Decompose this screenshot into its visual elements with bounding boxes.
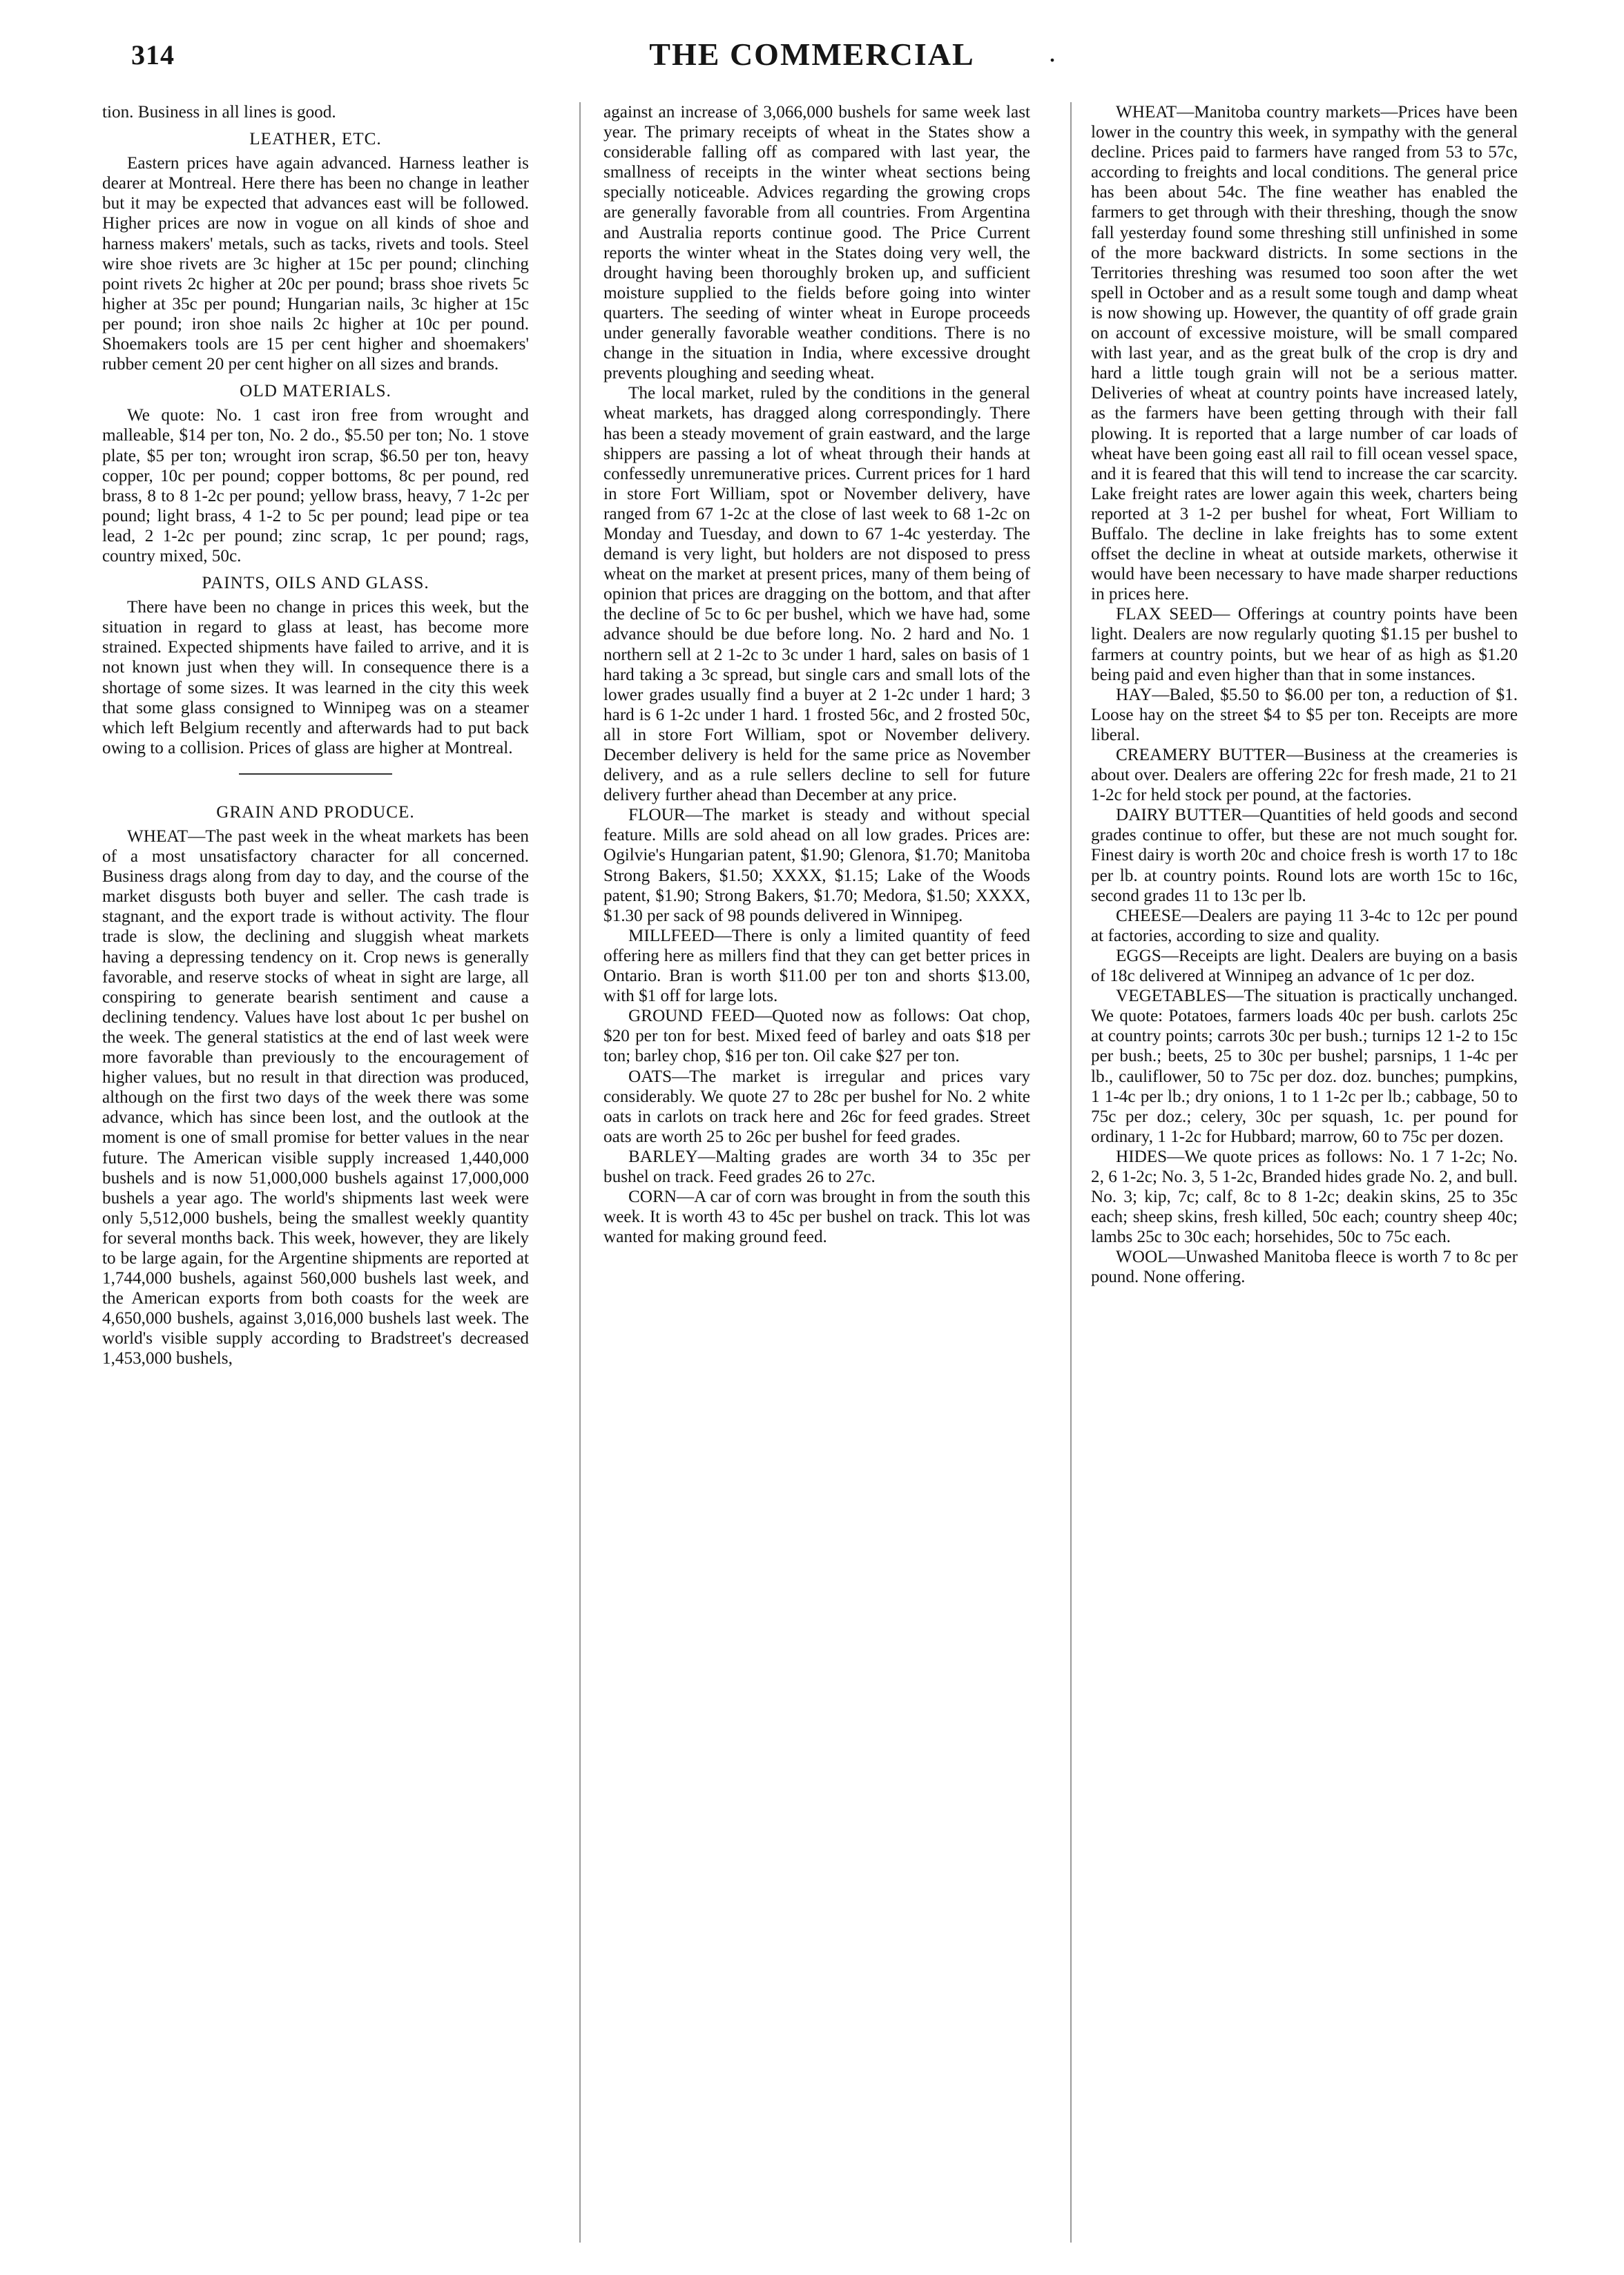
paragraph: FLAX SEED— Offerings at country points have been light. Dealers are now regularly quoting $1.15 per bushel to farmers at country points, but we hear of as high as $1.20 being paid and even higher than that in some instances. — [1091, 605, 1518, 684]
paragraph: GROUND FEED—Quoted now as follows: Oat chop, $20 per ton for best. Mixed feed of barley and oats $18 per ton; barley chop, $16 per ton. Oil cake $27 per ton. — [603, 1007, 1030, 1066]
text-column-2 — [603, 102, 1030, 2249]
head-mark: . — [1049, 37, 1056, 68]
section-rule — [239, 773, 392, 775]
paragraph: CREAMERY BUTTER—Business at the creameries is about over. Dealers are offering 22c for fresh made, 21 to 21 1-2c for held stock per pound, at the factories. — [1091, 746, 1518, 805]
paragraph: DAIRY BUTTER—Quantities of held goods and second grades continue to offer, but these are not much sought for. Finest dairy is worth 20c and choice fresh is worth 17 to 18c per lb. at country points. Round lots are worth 15c to 16c, second grades 11 to 13c per lb. — [1091, 806, 1518, 905]
column-rule — [1070, 102, 1072, 2243]
paragraph: WOOL—Unwashed Manitoba fleece is worth 7 to 8c per pound. None offering. — [1091, 1248, 1518, 1287]
paragraph: Eastern prices have again advanced. Harness leather is dearer at Montreal. Here there has been no change in leather but it may be expected that advances east will be followed. Higher prices are now in vogue on all kinds of shoe and harness makers' metals, such as tacks, rivets and tools. Steel wire shoe rivets are 3c higher at 15c per pound; clinching point rivets 2c higher at 20c per pound; brass shoe rivets 5c higher at 35c per pound; Hungarian nails, 3c higher at 15c per pound; iron shoe nails 2c higher at 10c per pound. Shoemakers tools are 15 per cent higher and shoemakers' rubber cement 20 per cent higher on all sizes and brands. — [102, 154, 529, 374]
paragraph: HIDES—We quote prices as follows: No. 1 7 1-2c; No. 2, 6 1-2c; No. 3, 5 1-2c, Branded hides grade No. 2, and bull. No. 3; kip, 7c; calf, 8c to 8 1-2c; deakin skins, 25 to 35c each; sheep skins, fresh killed, 50c each; country sheep 40c; lambs 25c to 30c each; horsehides, 50c to 75c each. — [1091, 1147, 1518, 1247]
column-rule — [579, 102, 581, 2243]
paragraph: against an increase of 3,066,000 bushels for same week last year. The primary receipts of wheat in the States show a considerable falling off as compared with last year, the smallness of receipts in the winter wheat sections being specially noticeable. Advices regarding the growing crops are generally favorable from all countries. From Argentina and Australia reports continue good. The Price Current reports the winter wheat in the States doing very well, the drought having been thoroughly broken up, and sufficient moisture supplied to the fields before going into winter quarters. The seeding of winter wheat in Europe proceeds under generally favorable weather conditions. There is no change in the situation in India, where excessive drought prevents ploughing and seeding wheat. — [603, 103, 1030, 383]
paragraph: The local market, ruled by the conditions in the general wheat markets, has dragged along correspondingly. There has been a steady movement of grain eastward, and the large shippers are passing a lot of wheat through their hands at confessedly unremunerative prices. Current prices for 1 hard in store Fort William, spot or November delivery, have ranged from 67 1-2c at the close of last week to 68 1-2c on Monday and Tuesday, and down to 67 1-4c yesterday. The demand is very light, but holders are not disposed to press wheat on the market at present prices, many of them being of opinion that prices are dragging on the bottom, and that after the decline of 5c to 6c per bushel, which we have had, some advance should be due before long. No. 2 hard and No. 1 northern sell at 2 1-2c to 3c under 1 hard, sales on basis of 1 hard taking a 3c spread, but single cars and small lots of the lower grades usually find a buyer at 2 1-2c under 1 hard; 3 hard is 6 1-2c under 1 hard. 1 frosted 56c, and 2 frosted 50c, all in store Fort William, spot or November delivery. December delivery is held for the same price as November delivery, and as a rule sellers decline to sell for future delivery further ahead than December at any price. — [603, 384, 1030, 805]
paragraph: VEGETABLES—The situation is practically unchanged. We quote: Potatoes, farmers loads 40c per bush. carlots 25c at country points; carrots 30c per bush.; turnips 12 1-2 to 15c per bush.; beets, 25 to 30c per bushel; parsnips, 1 1-4c per lb., cauliflower, 50 to 75c per doz. doz. bunches; pumpkins, 1 1-4c per lb.; dry onions, 1 to 1 1-2c per lb.; cabbage, 50 to 75c per doz.; celery, 30c per squash, 1c. per pound for ordinary, 1 1-2c for Hubbard; marrow, 60 to 75c per dozen. — [1091, 987, 1518, 1146]
section-heading: LEATHER, ETC. — [249, 130, 382, 149]
paragraph: OATS—The market is irregular and prices vary considerably. We quote 27 to 28c per bushel for No. 2 white oats in carlots on track here and 26c for feed grades. Street oats are worth 25 to 26c per bushel for feed grades. — [603, 1067, 1030, 1146]
section-heading: GRAIN AND PRODUCE. — [216, 802, 415, 822]
paragraph: CORN—A car of corn was brought in from the south this week. It is worth 43 to 45c per bushel on track. This lot was wanted for making ground feed. — [603, 1188, 1030, 1247]
paragraph: HAY—Baled, $5.50 to $6.00 per ton, a reduction of $1. Loose hay on the street $4 to $5 per ton. Receipts are more liberal. — [1091, 685, 1518, 744]
running-head: THE COMMERCIAL — [649, 37, 975, 72]
paragraph: We quote: No. 1 cast iron free from wrought and malleable, $14 per ton, No. 2 do., $5.50 per ton; No. 1 stove plate, $5 per ton; wrought iron scrap, $6.50 per ton, heavy copper, 10c per pound; copper bottoms, 8c per pound, red brass, 8 to 8 1-2c per pound; yellow brass, heavy, 7 1-2c per pound; light brass, 4 1-2 to 5c per pound; lead pipe or tea lead, 2 1-2c per pound; zinc scrap, 1c per pound; rags, country mixed, 50c. — [102, 406, 529, 565]
paragraph: EGGS—Receipts are light. Dealers are buying on a basis of 18c delivered at Winnipeg an advance of 1c per doz. — [1091, 946, 1518, 986]
paragraph: BARLEY—Malting grades are worth 34 to 35c per bushel on track. Feed grades 26 to 27c. — [603, 1147, 1030, 1186]
paragraph: FLOUR—The market is steady and without special feature. Mills are sold ahead on all low grades. Prices are: Ogilvie's Hungarian patent, $1.90; Glenora, $1.70; Manitoba Strong Bakers, $1.50; XXXX, $1.15; Lake of the Woods patent, $1.90; Strong Bakers, $1.70; Medora, $1.50; XXXX, $1.30 per sack of 98 pounds delivered in Winnipeg. — [603, 806, 1030, 925]
section-heading: OLD MATERIALS. — [240, 382, 392, 401]
paragraph: tion. Business in all lines is good. — [102, 103, 336, 122]
paragraph: CHEESE—Dealers are paying 11 3-4c to 12c per pound at factories, according to size and quality. — [1091, 906, 1518, 945]
paragraph: WHEAT—Manitoba country markets—Prices have been lower in the country this week, in sympathy with the general decline. Prices paid to farmers have ranged from 53 to 57c, according to freights and local conditions. The general price has been about 54c. The fine weather has enabled the farmers to get through with their threshing, though the snow fall yesterday found some threshing still unfinished in some of the more backward districts. In some sections in the Territories threshing was resumed too soon after the wet spell in October and as a result some tough and damp wheat is now showing up. However, the quantity of off grade grain on account of excessive moisture, will be small compared with last year, and as the great bulk of the crop is dry and hard a little tough grain will not be a serious matter. Deliveries of wheat at country points have increased lately, as the farmers have been getting through with their fall plowing. It is reported that a large number of car loads of wheat have been going east all rail to fill ocean vessel space, and it is feared that this will tend to increase the car scarcity. Lake freight rates are lower again this week, charters being reported at 3 1-2 per bushel for wheat, Fort William to Buffalo. The decline in lake freights has to some extent offset the decline in wheat at outside markets, otherwise it would have been necessary to have made sharper reductions in prices here. — [1091, 103, 1518, 604]
text-column-1 — [102, 102, 529, 2249]
text-column-3 — [1091, 102, 1518, 2249]
paragraph: MILLFEED—There is only a limited quantity of feed offering here as millers find that they can get better prices in Ontario. Bran is worth $11.00 per ton and shorts $13.00, with $1 off for large lots. — [603, 926, 1030, 1006]
page-number: 314 — [131, 39, 175, 70]
paragraph: WHEAT—The past week in the wheat markets has been of a most unsatisfactory character for all concerned. Business drags along from day to day, and the course of the market disgusts both buyer and seller. The cash trade is stagnant, and the export trade is without activity. The flour trade is slow, the declining and sluggish wheat markets having a depressing tendency on it. Crop news is generally favorable, and reserve stocks of wheat in sight are large, all conspiring to generate bearish sentiment and cause a declining tendency. Values have lost about 1c per bushel on the week. The general statistics at the end of last week were more favorable than previously to the encouragement of higher values, but no result in that direction was produced, although on the first two days of the week there was some advance, which has since been lost, and the outlook at the moment is one of small promise for better values in the near future. The American visible supply increased 1,440,000 bushels and is now 51,000,000 bushels against 17,000,000 bushels a year ago. The world's shipments last week were only 5,512,000 bushels, being the smallest weekly quantity for several months back. This week, however, they are likely to be large again, for the Argentine shipments are reported at 1,744,000 bushels, against 560,000 bushels last week, and the American exports from both coasts for the week are 4,650,000 bushels, against 3,016,000 bushels last week. The world's visible supply according to Bradstreet's decreased 1,453,000 bushels, — [102, 827, 529, 1368]
section-heading: PAINTS, OILS AND GLASS. — [202, 574, 429, 593]
paragraph: There have been no change in prices this week, but the situation in regard to glass at least, has become more strained. Expected shipments have failed to arrive, and it is not known just when they will. In consequence there is a shortage of some sizes. It was learned in the city this week that some glass consigned to Winnipeg was on a steamer which left Belgium recently and afterwards had to put back owing to a collision. Prices of glass are higher at Montreal. — [102, 598, 529, 757]
